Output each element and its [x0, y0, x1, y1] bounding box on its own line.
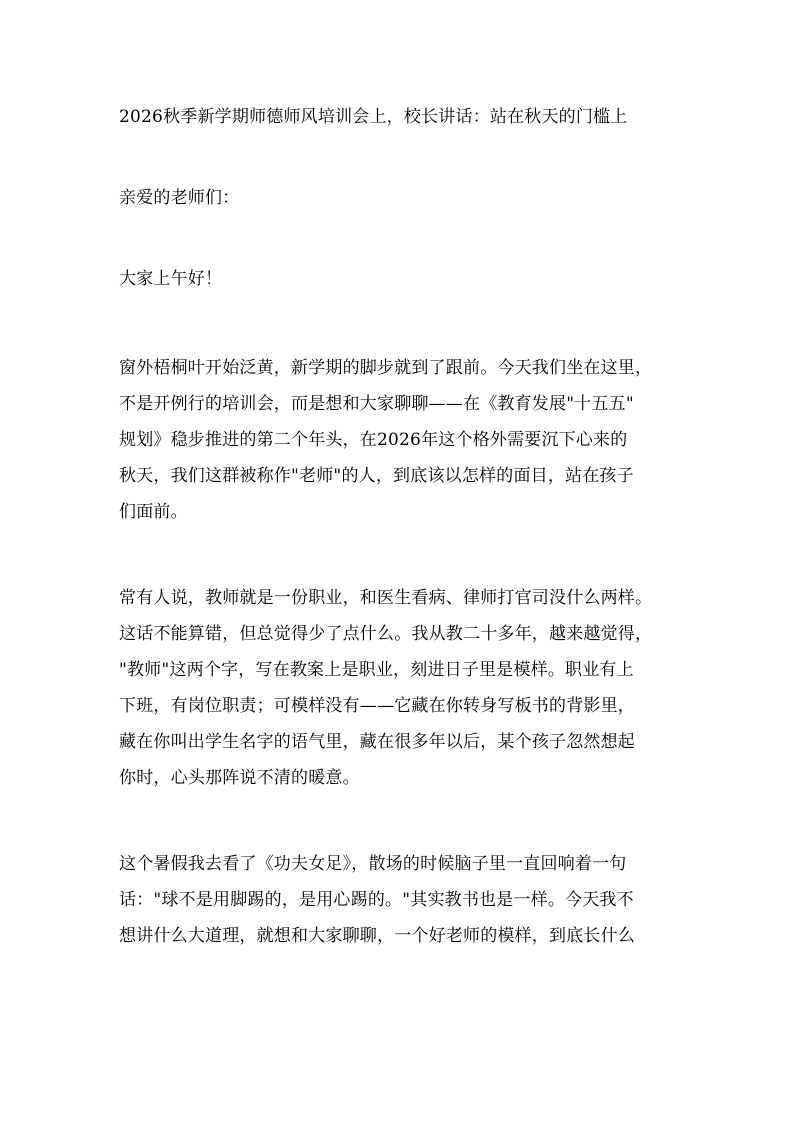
paragraph-line: 想讲什么大道理，就想和大家聊聊，一个好老师的模样，到底长什么 — [119, 926, 635, 946]
paragraph-line: 藏在你叫出学生名字的语气里，藏在很多年以后，某个孩子忽然想起 — [119, 732, 635, 752]
paragraph-line: 下班，有岗位职责；可模样没有——它藏在你转身写板书的背影里， — [119, 696, 635, 716]
paragraph-line: 这个暑假我去看了《功夫女足》，散场的时候脑子里一直回响着一句 — [119, 854, 627, 874]
paragraph-line: 话："球不是用脚踢的，是用心踢的。"其实教书也是一样。今天我不 — [119, 890, 634, 910]
paragraph-line: 规划》稳步推进的第二个年头，在2026年这个格外需要沉下心来的 — [119, 430, 628, 450]
document-title: 2026秋季新学期师德师风培训会上，校长讲话：站在秋天的门槛上 — [119, 107, 628, 127]
paragraph-line: 常有人说，教师就是一份职业，和医生看病、律师打官司没什么两样。 — [119, 588, 653, 608]
document-body — [119, 104, 677, 1004]
paragraph-line: 们面前。 — [119, 502, 188, 522]
paragraph-line: 这话不能算错，但总觉得少了点什么。我从教二十多年，越来越觉得， — [119, 624, 653, 644]
paragraph-line: 秋天，我们这群被称作"老师"的人，到底该以怎样的面目，站在孩子 — [119, 466, 634, 486]
paragraph-line: 不是开例行的培训会，而是想和大家聊聊——在《教育发展"十五五" — [119, 394, 634, 414]
paragraph-1 — [119, 350, 677, 530]
greeting-line: 大家上午好！ — [119, 269, 223, 289]
salutation: 亲爱的老师们： — [119, 188, 240, 208]
paragraph-3 — [119, 846, 677, 954]
paragraph-2 — [119, 580, 677, 796]
paragraph-line: 窗外梧桐叶开始泛黄，新学期的脚步就到了跟前。今天我们坐在这里， — [119, 358, 653, 378]
paragraph-line: "教师"这两个字，写在教案上是职业，刻进日子里是模样。职业有上 — [119, 660, 634, 680]
paragraph-line: 你时，心头那阵说不清的暖意。 — [119, 768, 360, 788]
